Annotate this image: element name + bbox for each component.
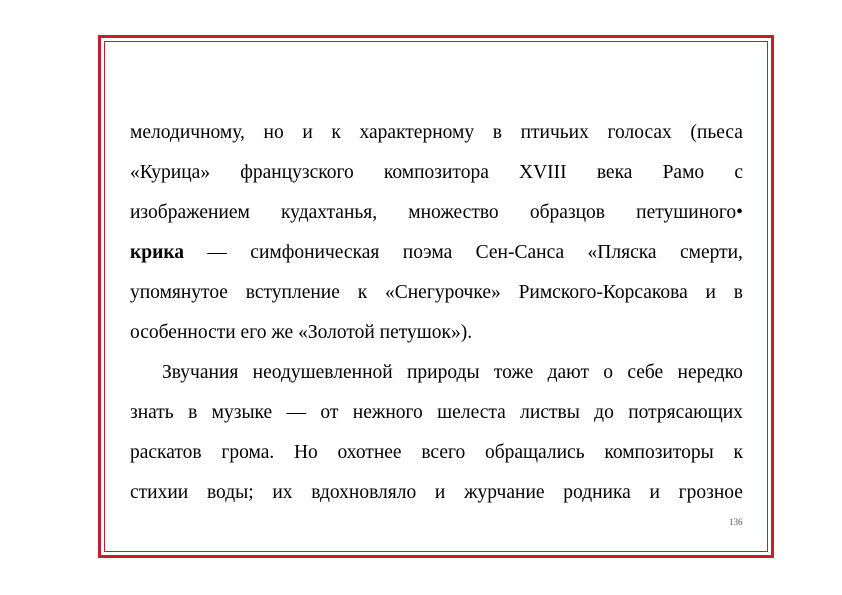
word: нежного [352,402,423,423]
body-text [130,113,743,513]
word: Сен-Санса [475,242,565,263]
word: их [272,482,293,503]
word: Рамо [662,162,705,183]
word: крика [130,242,185,263]
word: и [705,282,716,303]
word: и [649,482,660,503]
word: к [733,442,743,463]
word: вдохновляло [311,482,417,503]
word: «Пляска [587,242,657,263]
word: родника [563,482,631,503]
text-line [130,433,743,473]
word: поэма [402,242,453,263]
word: «Снегурочке» [384,282,501,303]
page-number: 136 [729,517,743,527]
word: Звучания [162,362,239,383]
word: охотнее [337,442,402,463]
text-line [130,193,743,233]
word: нередко [677,362,743,383]
word: Римского-Корсакова [518,282,688,303]
word: композиторы [604,442,714,463]
word: до [594,402,614,423]
word: но [263,122,284,143]
word: грома. [221,442,275,463]
text-line [130,153,743,193]
word: века [596,162,633,183]
word: грозное [678,482,743,503]
word: дают [547,362,589,383]
word: Но [293,442,318,463]
word: от [320,402,339,423]
word: знать [130,402,174,423]
word: — [207,242,227,263]
word: о [603,362,614,383]
word: упомянутое [130,282,228,303]
word: петушиного• [636,202,743,223]
word: музыке [211,402,273,423]
word: характерному [359,122,475,143]
word: в [492,122,502,143]
word: образцов [529,202,606,223]
text-line: особенности его же «Золотой петушок»). [130,322,473,343]
word: тоже [493,362,534,383]
word: и [434,482,446,503]
text-line [130,473,743,513]
word: «Курица» [130,162,211,183]
word: изображением [130,202,250,223]
word: смерти, [679,242,743,263]
word: шелеста [437,402,506,423]
word: к [357,282,368,303]
word: композитора [383,162,489,183]
word: вступление [245,282,340,303]
word: обращались [484,442,585,463]
word: симфоническая [250,242,380,263]
word: журчание [464,482,545,503]
text-line [130,113,743,153]
word: к [331,122,341,143]
word: потрясающих [628,402,743,423]
word: — [286,402,307,423]
word: мелодичному, [130,122,245,143]
word: раскатов [130,442,202,463]
word: воды; [206,482,254,503]
word: кудахтанья, [280,202,378,223]
word: листвы [520,402,580,423]
word: XVIII [519,162,567,183]
word: себе [627,362,664,383]
word: неодушевленной [252,362,393,383]
word: всего [421,442,466,463]
text-line [130,393,743,433]
paragraph-start-line [130,353,743,393]
word: птичьих [520,122,589,143]
word: в [188,402,198,423]
word: множество [408,202,499,223]
word: и [302,122,313,143]
word: с [734,162,743,183]
text-line [130,273,743,313]
word: (пьеса [690,122,743,143]
text-line [130,233,743,273]
word: в [733,282,743,303]
word: природы [406,362,480,383]
word: французского [240,162,354,183]
word: голосах [607,122,672,143]
word: стихии [130,482,189,503]
